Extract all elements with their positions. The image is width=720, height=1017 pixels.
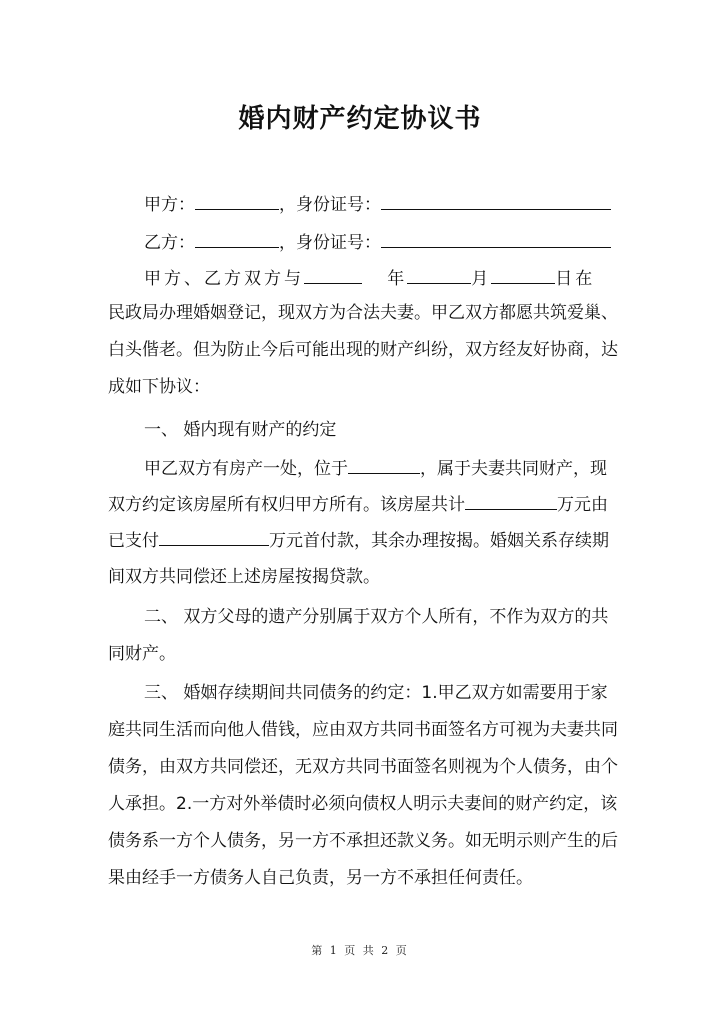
party-a-line — [108, 192, 616, 217]
section-2-line-1: 二、 双方父母的遗产分别属于双方个人所有，不作为双方的共 — [144, 607, 609, 627]
section-3-line-5: 债务系一方个人债务，另一方不承担还款义务。如无明示则产生的后 — [108, 831, 618, 851]
section-1-text-b: ，属于夫妻共同财产，现 — [420, 459, 607, 479]
section-1-line-4: 间双方共同偿还上述房屋按揭贷款。 — [108, 567, 380, 587]
intro-line-4: 成如下协议： — [108, 377, 210, 397]
section-1-line-1 — [108, 456, 616, 481]
registration-month-blank — [491, 266, 555, 284]
intro-year: 年 — [387, 269, 408, 289]
section-1-text-f: 万元首付款，其余办理按揭。婚姻关系存续期 — [269, 531, 609, 551]
section-1-line-3 — [108, 528, 616, 553]
party-b-line — [108, 230, 616, 255]
intro-text-a: 甲方、乙方双方与 — [144, 269, 304, 289]
section-3-line-1: 三、 婚姻存续期间共同债务的约定：1.甲乙双方如需要用于家 — [144, 683, 608, 703]
section-1-line-2 — [108, 492, 616, 517]
intro-line-1 — [108, 266, 616, 291]
party-a-id-label: ，身份证号： — [279, 195, 381, 215]
section-1-text-e: 已支付 — [108, 531, 159, 551]
intro-day: 日在 — [555, 269, 596, 289]
party-a-name-blank — [195, 192, 279, 210]
party-a-label: 甲方： — [144, 195, 195, 215]
registration-place-blank — [304, 266, 362, 284]
section-3-line-2: 庭共同生活而向他人借钱，应由双方共同书面签名方可视为夫妻共同 — [108, 720, 618, 740]
property-location-blank — [348, 456, 420, 474]
party-b-name-blank — [195, 230, 279, 248]
intro-line-3: 白头偕老。但为防止今后可能出现的财产纠纷，双方经友好协商，达 — [108, 340, 618, 360]
down-payment-blank — [159, 528, 269, 546]
party-b-id-label: ，身份证号： — [279, 233, 381, 253]
document-title: 婚内财产约定协议书 — [238, 104, 482, 134]
property-total-blank — [465, 492, 557, 510]
intro-month: 月 — [471, 269, 492, 289]
section-2-line-2: 同财产。 — [108, 644, 176, 664]
section-1-text-a: 甲乙双方有房产一处，位于 — [144, 459, 348, 479]
section-1-text-d: 万元由 — [557, 495, 608, 515]
party-b-id-blank — [381, 230, 611, 248]
page-footer: 第 1 页 共 2 页 — [311, 944, 409, 957]
section-3-line-3: 债务，由双方共同偿还，无双方共同书面签名则视为个人债务，由个 — [108, 757, 618, 777]
section-1-heading: 一、 婚内现有财产的约定 — [144, 420, 337, 440]
intro-line-2: 民政局办理婚姻登记，现双方为合法夫妻。甲乙双方都愿共筑爱巢、 — [108, 303, 618, 323]
registration-year-blank — [407, 266, 471, 284]
section-3-line-4: 人承担。2.一方对外举债时必须向债权人明示夫妻间的财产约定，该 — [108, 794, 618, 814]
party-b-label: 乙方： — [144, 233, 195, 253]
section-1-text-c: 双方约定该房屋所有权归甲方所有。该房屋共计 — [108, 495, 465, 515]
section-3-line-6: 果由经手一方债务人自己负责，另一方不承担任何责任。 — [108, 868, 533, 888]
party-a-id-blank — [381, 192, 611, 210]
